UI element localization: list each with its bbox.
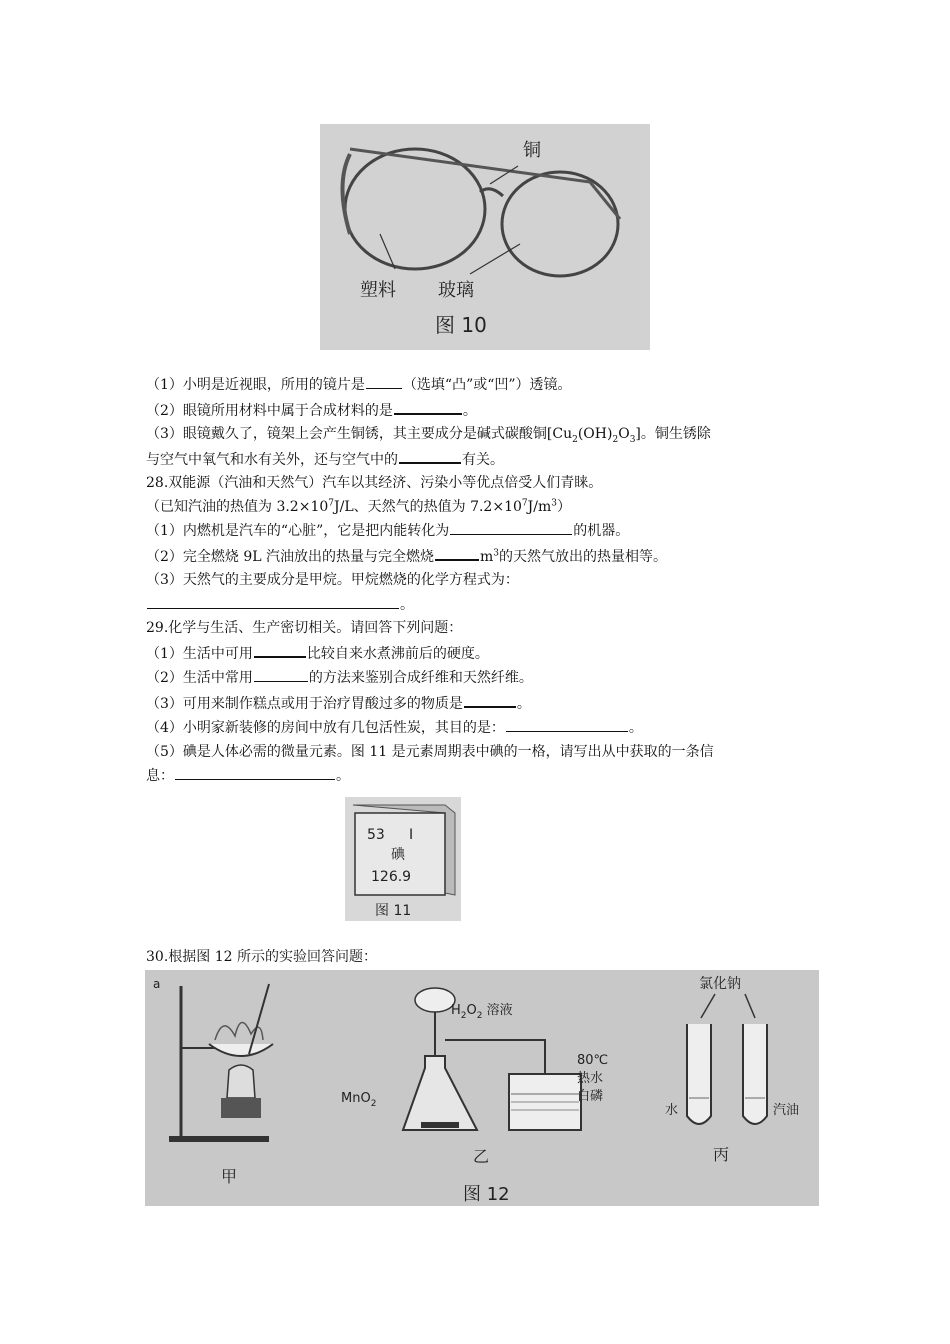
q28-part3-line2: 。 [146,593,818,618]
right-lens [502,172,618,276]
q30-block [146,946,818,970]
q29-part2: （2）生活中常用 的方法来鉴别合成纤维和天然纤维。 [146,666,818,691]
label-yi: 乙 [473,1147,490,1166]
label-sodium-chloride: 氯化钠 [699,976,741,992]
label-water: 水 [665,1103,679,1118]
questions-block [146,373,818,789]
experiment-illustration [145,970,819,1206]
label-temperature: 80℃ [577,1053,609,1068]
figure-10-glasses [320,124,650,350]
setup-yi [341,988,608,1166]
q29-part5-line2: 息： 。 [146,764,818,789]
answer-blank[interactable] [506,716,628,732]
q29-title: 29.化学与生活、生产密切相关。请回答下列问题： [146,620,463,636]
label-hot-water: 热水 [577,1071,604,1086]
label-glass: 玻璃 [438,280,474,301]
element-name: 碘 [391,847,405,863]
q28-title: 28.双能源（汽油和天然气）汽车以其经济、污染小等优点倍受人们青睐。 [146,475,603,491]
atomic-number: 53 [367,827,385,843]
q28-part1: （1）内燃机是汽车的“心脏”，它是把内能转化为 的机器。 [146,519,818,544]
element-cell-illustration [345,797,461,921]
answer-blank[interactable] [399,447,461,464]
glasses-illustration [320,124,650,350]
q27-part3: （3）眼镜戴久了，镜架上会产生铜锈，其主要成分是碱式碳酸铜$[Cu_2(OH)_2O_3]$。铜生锈除 [146,426,711,445]
q30-title: 30.根据图 12 所示的实验回答问题： [146,949,377,965]
figure-12-experiments [145,970,819,1206]
label-plastic: 塑料 [360,280,396,301]
label-h2o2: $H_2O_2$ 溶液 [451,1003,513,1021]
q27-part3-line2: 与空气中氧气和水有关外，还与空气中的 有关。 [146,447,818,473]
left-lens [345,149,485,269]
q29-part4: （4）小明家新装修的房间中放有几包活性炭，其目的是： 。 [146,716,818,741]
answer-blank[interactable] [147,593,399,609]
element-symbol: I [409,827,414,843]
q29-part5: （5）碘是人体必需的微量元素。图 11 是元素周期表中碘的一格，请写出从中获取的一条信 [146,743,714,760]
answer-blank[interactable] [394,398,462,415]
q28-part2: （2）完全燃烧 9L 汽油放出的热量与完全燃烧 $m^3$的天然气放出的热量相等。 [146,544,818,570]
label-bing: 丙 [713,1145,730,1164]
q27-part1: （1）小明是近视眼，所用的镜片是 （选填“凸”或“凹”）透镜。 [146,373,818,398]
answer-blank[interactable] [366,373,402,389]
label-a: a [153,977,161,991]
figure-11-iodine-cell [345,797,461,921]
label-jia: 甲 [221,1167,238,1186]
setup-jia [153,977,273,1186]
q28-part3: （3）天然气的主要成分是甲烷。甲烷燃烧的化学方程式为： [146,572,519,588]
label-copper: 铜 [523,140,541,161]
answer-blank[interactable] [450,519,572,535]
label-white-phosphorus: 白磷 [577,1089,604,1104]
q29-part1: （1）生活中可用 比较自来水煮沸前后的硬度。 [146,641,818,667]
figure-11-caption: 图 11 [375,903,412,919]
label-gasoline: 汽油 [773,1103,800,1118]
atomic-mass: 126.9 [371,869,412,885]
answer-blank[interactable] [254,666,308,682]
figure-12-caption: 图 12 [463,1184,510,1205]
q28-given: （已知汽油的热值为 $3.2\times 10^7J/L$、天然气的热值为 $7.2\times 10^7J/m^3$） [146,497,571,515]
answer-blank[interactable] [175,764,335,780]
q29-part3: （3）可用来制作糕点或用于治疗胃酸过多的物质是 。 [146,691,818,717]
answer-blank[interactable] [464,691,516,708]
answer-blank[interactable] [254,641,306,658]
figure-10-caption: 图 10 [435,313,487,337]
setup-bing [665,975,799,1164]
answer-blank[interactable] [435,544,479,561]
label-mno2: MnO$_2$ [341,1091,377,1109]
q27-part2: （2）眼镜所用材料中属于合成材料的是 。 [146,398,818,424]
